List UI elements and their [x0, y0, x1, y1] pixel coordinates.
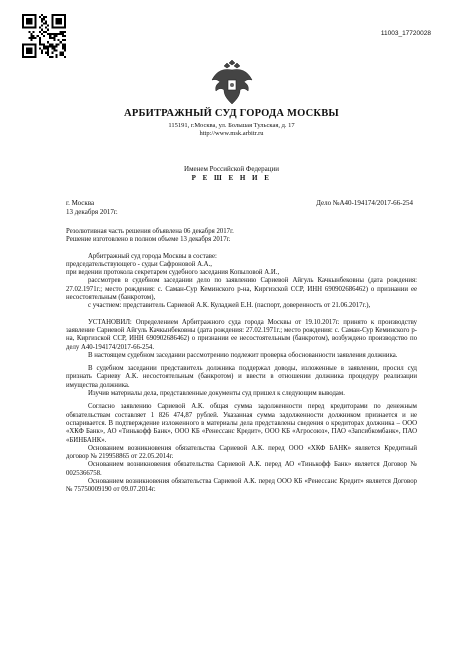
- court-name: АРБИТРАЖНЫЙ СУД ГОРОДА МОСКВЫ: [124, 108, 339, 119]
- place-date: [66, 199, 118, 216]
- city: г. Москва: [66, 199, 95, 207]
- court-address-block: [0, 122, 463, 138]
- document-id: 11003_17720028: [380, 30, 431, 37]
- decision-heading: [0, 165, 463, 183]
- decision-body: [66, 228, 417, 495]
- court-website: http://www.msk.arbitr.ru: [199, 130, 264, 137]
- decision-date: 13 декабря 2017г.: [66, 207, 118, 216]
- paragraph: Резолютивная часть решения объявлена 06 декабря 2017г.: [66, 228, 234, 235]
- paragraph: Основанием возникновения обязательства Сариевой А.К. перед ООО «ХКФ БАНК» является Кредитный договор № 219958865 от 22.05.2014г.: [66, 444, 417, 461]
- paragraph: Основанием возникновения обязательства Сариевой А.К. перед ООО КБ «Ренессанс Кредит» является Договор № 75750009190 от 09.07.2014г.: [66, 478, 417, 494]
- federation-line: Именем Российской Федерации: [184, 165, 279, 173]
- paragraph: председательствующего - судьи Сафроновой А.А.,: [66, 260, 212, 268]
- paragraph: В настоящем судебном заседании рассмотрению подлежит проверка обоснованности заявления должника.: [88, 351, 398, 359]
- paragraph: при ведении протокола секретарем судебного заседания Копыловой А.И.,: [66, 269, 280, 277]
- qr-code-icon: [22, 14, 66, 58]
- paragraph: В судебном заседании представитель должника поддержал доводы, изложенные в заявлении, просил суд признать Сариеву А.К. несостоятельным (банкротом) и ввести в отношении должника процедуру реализации имущества должника.: [66, 365, 417, 389]
- paragraph: Согласно заявлению Сариевой А.К. общая сумма задолженности перед кредиторами по денежным обязательствам составляет 1 826 474,87 рублей. Указанная сумма задолженности должником признается и не оспаривается. В подтверждение изложенного в материалы дела представлены сведения о кредиторах должника – ООО «ХКФ Банк», АО «Тинькофф Банк», ООО КБ «Ренессанс Кредит», ООО КБ «Агросоюз», ПАО «Запсибкомбанк», ПАО «БИНБАНК».: [66, 403, 417, 444]
- paragraph: Основанием возникновения обязательства Сариевой А.К. перед АО «Тинькофф Банк» является Договор № 0025366758.: [66, 461, 417, 477]
- paragraph: Арбитражный суд города Москвы в составе:: [88, 252, 217, 260]
- document-title: Р Е Ш Е Н И Е: [191, 174, 272, 182]
- court-address: 115191, г.Москва, ул. Большая Тульская, д. 17: [168, 122, 295, 129]
- paragraph: УСТАНОВИЛ: Определением Арбитражного суда города Москвы от 19.10.2017г. принято к производству заявление Сариевой Айгуль Качкынбековны (дата рождения: 27.02.1971г.; место рождения: с. Саман-Сур Кеминского р-на, Киргизской ССР, ИНН 690902686462) о признании ее несостоятельным (банкротом), возбуждено производство по делу А40-194174/2017-66-254.: [66, 318, 417, 351]
- paragraph: Изучив материалы дела, представленные документы суд пришел к следующим выводам.: [88, 390, 345, 398]
- paragraph: рассмотрев в судебном заседании дело по заявлению Сариевой Айгуль Качкынбековны (дата рождения: 27.02.1971г.; место рождения: с. Саман-Сур Кеминского р-на, Киргизской ССР, ИНН 690902686462) о признании ее несостоятельным (банкротом),: [66, 277, 417, 302]
- paragraph: Решение изготовлено в полном объеме 13 декабря 2017г.: [66, 236, 231, 244]
- coat-of-arms-icon: [210, 60, 254, 106]
- case-number: Дело №А40-194174/2017-66-254: [316, 199, 413, 207]
- paragraph: с участием: представитель Сариевой А.К. Куладжей Е.Н. (паспорт, доверенность от 21.06.2017г.),: [88, 302, 371, 310]
